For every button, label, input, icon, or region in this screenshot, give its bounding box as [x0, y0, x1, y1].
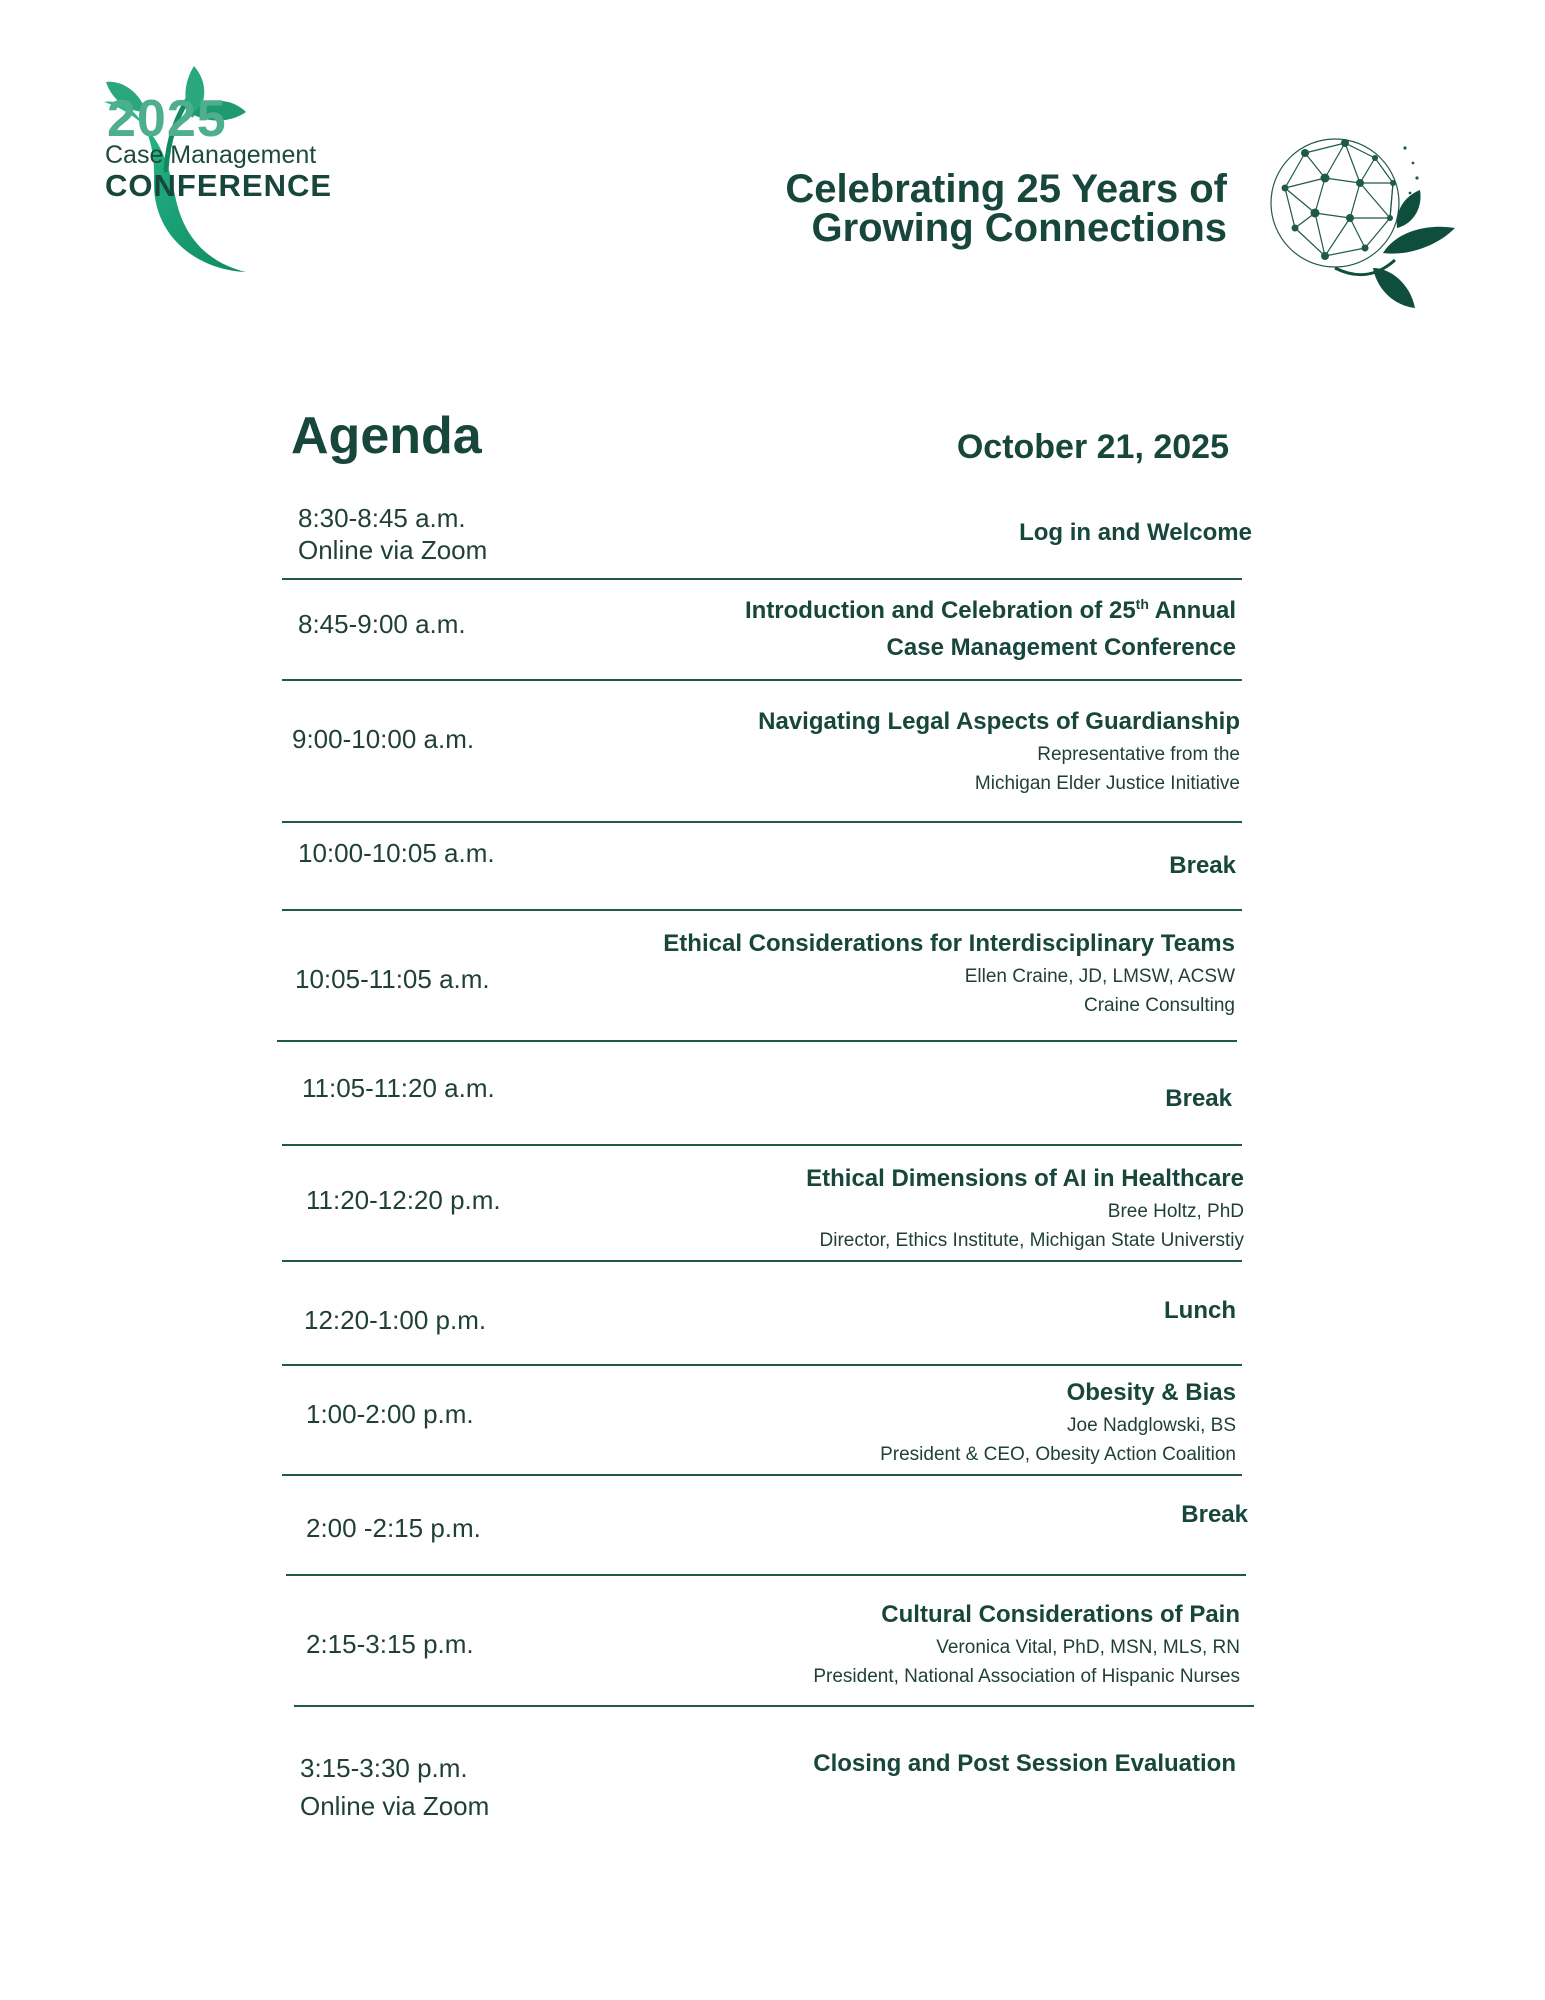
- network-globe-icon: [1265, 128, 1465, 318]
- session-time: [304, 1304, 486, 1336]
- session-info: [1169, 847, 1236, 884]
- time-range: 2:00 -2:15 p.m.: [306, 1513, 481, 1543]
- tagline-line1: Celebrating 25 Years of: [785, 167, 1227, 211]
- agenda-row: [282, 681, 1242, 823]
- tagline-line2: Growing Connections: [811, 206, 1227, 250]
- time-note: Online via Zoom: [298, 535, 488, 565]
- session-title-line2: Case Management Conference: [886, 634, 1236, 661]
- session-time: [302, 1072, 495, 1104]
- session-time: [298, 502, 487, 566]
- session-time: [292, 723, 474, 755]
- session-speaker: Veronica Vital, PhD, MSN, MLS, RN: [936, 1637, 1240, 1658]
- session-title: Lunch: [1164, 1297, 1236, 1324]
- session-title: Cultural Considerations of Pain: [881, 1601, 1240, 1628]
- session-title: Ethical Dimensions of AI in Healthcare: [806, 1165, 1244, 1192]
- time-range: 10:00-10:05 a.m.: [298, 838, 495, 868]
- session-title: Obesity & Bias: [1066, 1379, 1236, 1406]
- session-time: [306, 1512, 481, 1544]
- time-range: 12:20-1:00 p.m.: [304, 1305, 487, 1335]
- session-organization: Director, Ethics Institute, Michigan State Universtiy: [819, 1230, 1244, 1251]
- logo-year: 2025: [107, 90, 227, 148]
- session-info: [745, 592, 1236, 666]
- session-title: Break: [1165, 1085, 1232, 1112]
- session-time: [298, 608, 466, 640]
- session-title: Break: [1169, 852, 1236, 879]
- session-organization: President & CEO, Obesity Action Coalition: [880, 1444, 1236, 1465]
- session-info: [758, 703, 1240, 798]
- session-time: [300, 1749, 489, 1825]
- agenda-row: [277, 911, 1237, 1042]
- agenda-row: [282, 1146, 1242, 1262]
- session-title: Log in and Welcome: [1019, 519, 1252, 546]
- agenda-row: [282, 1262, 1242, 1366]
- agenda-date: October 21, 2025: [956, 428, 1229, 466]
- time-range: 1:00-2:00 p.m.: [306, 1399, 474, 1429]
- session-time: [295, 963, 490, 995]
- time-range: 8:30-8:45 a.m.: [298, 503, 466, 533]
- session-speaker: Representative from the: [1037, 744, 1240, 765]
- session-organization: Michigan Elder Justice Initiative: [974, 773, 1240, 794]
- agenda-row: [282, 494, 1252, 580]
- logo-subtitle: Case Management: [105, 141, 317, 169]
- session-title: Introduction and Celebration of 25th Annual: [744, 596, 1236, 624]
- time-range: 3:15-3:30 p.m.: [300, 1753, 468, 1783]
- session-info: [813, 1745, 1236, 1782]
- session-title: Closing and Post Session Evaluation: [813, 1750, 1236, 1777]
- agenda-row: [282, 823, 1242, 911]
- session-info: [663, 925, 1235, 1020]
- time-range: 11:05-11:20 a.m.: [302, 1073, 495, 1103]
- session-info: [806, 1160, 1244, 1255]
- session-info: [1181, 1496, 1248, 1533]
- session-speaker: Ellen Craine, JD, LMSW, ACSW: [964, 966, 1235, 987]
- logo-conference: CONFERENCE: [105, 168, 333, 203]
- session-time: [298, 837, 495, 869]
- session-organization: President, National Association of Hispanic Nurses: [813, 1666, 1240, 1687]
- session-time: [306, 1628, 474, 1660]
- session-title: Navigating Legal Aspects of Guardianship: [758, 708, 1240, 735]
- agenda-row: [294, 1576, 1254, 1707]
- session-info: [1019, 514, 1252, 551]
- agenda-row: [282, 1707, 1242, 1827]
- time-range: 8:45-9:00 a.m.: [298, 609, 466, 639]
- session-info: [1164, 1292, 1236, 1329]
- session-info: [1165, 1080, 1232, 1117]
- time-range: 10:05-11:05 a.m.: [295, 964, 490, 994]
- time-range: 9:00-10:00 a.m.: [292, 724, 475, 754]
- session-speaker: Bree Holtz, PhD: [1107, 1201, 1244, 1222]
- agenda-row: [282, 1042, 1242, 1146]
- session-title: Break: [1181, 1501, 1248, 1528]
- agenda-title: Agenda: [291, 407, 482, 465]
- session-title: Ethical Considerations for Interdisciplinary Teams: [663, 930, 1235, 957]
- session-time: [306, 1398, 474, 1430]
- session-organization: Craine Consulting: [1083, 995, 1235, 1016]
- session-time: [306, 1184, 501, 1216]
- time-range: 2:15-3:15 p.m.: [306, 1629, 474, 1659]
- session-speaker: Joe Nadglowski, BS: [1067, 1415, 1236, 1436]
- agenda-row: [286, 1476, 1246, 1576]
- session-info: [813, 1596, 1240, 1691]
- agenda-row: [282, 1366, 1242, 1476]
- tagline: [785, 167, 1227, 250]
- time-note: Online via Zoom: [300, 1791, 490, 1821]
- time-range: 11:20-12:20 p.m.: [306, 1185, 501, 1215]
- agenda-row: [282, 580, 1242, 681]
- session-info: [880, 1374, 1236, 1469]
